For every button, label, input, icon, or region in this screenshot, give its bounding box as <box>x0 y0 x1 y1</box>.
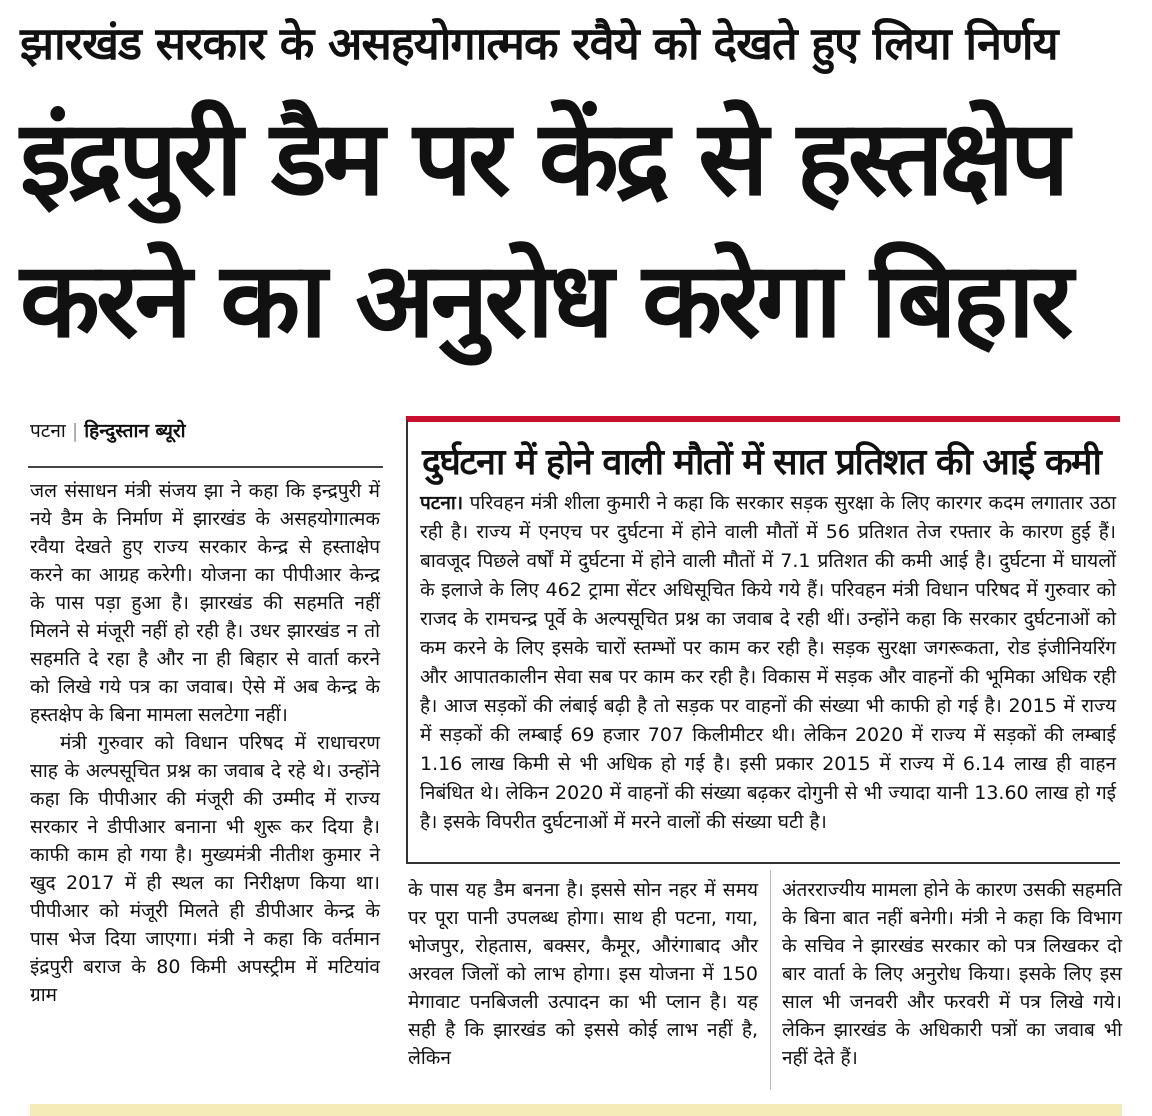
dateline-bureau: हिन्दुस्तान ब्यूरो <box>84 420 186 442</box>
sidebar-dateline: पटना। <box>420 492 464 514</box>
sidebar-text: परिवहन मंत्री शीला कुमारी ने कहा कि सरकार सड़क सुरक्षा के लिए कारगर कदम लगातार उठा रही है। राज्य में एनएच पर दुर्घटना में होने वाली मौतों में 56 प्रतिशत तेज रफ्तार के कारण हुई हैं। बावजूद पिछले वर्षों में दुर्घटना में होने वाली मौतों में 7.1 प्रतिशत की कमी आई है। दुर्घटना में घायलों के इलाजे के लिए 462 ट्रामा सेंटर अधिसूचित किये गये हैं। परिवहन मंत्री विधान परिषद में गुरुवार को राजद के रामचन्द्र पूर्वे के अल्पसूचित प्रश्न का जवाब दे रही थीं। उन्होंने कहा कि सरकार दुर्घटनाओं को कम करने के लिए इसके चारों स्तम्भों पर काम कर रही है। सड़क सुरक्षा जगरूकता, रोड इंजीनियरिंग और आपातकालीन सेवा सब पर काम कर रही है। विकास में सड़क और वाहनों की भूमिका अधिक रही है। आज सड़कों की लंबाई बढ़ी है तो सड़क पर वाहनों की संख्या भी काफी हो गई है। 2015 में राज्य में सड़कों की लम्बाई 69 हजार 707 किलीमीटर थी। लेकिन 2020 में राज्य में सड़कों की लम्बाई 1.16 लाख किमी से भी अधिक हो गई है। इसी प्रकार 2015 में राज्य में 6.14 लाख ही वाहन निबंधित थे। लेकिन 2020 में वाहनों की संख्या बढ़कर दोगुनी से भी ज्यादा यानी 13.60 लाख हो गई है। इसके विपरीत दुर्घटनाओं में मरने वालों की संख्या घटी है। <box>420 492 1116 833</box>
main-story-column-3 <box>782 876 1122 1072</box>
dateline-place: पटना <box>30 420 66 442</box>
left-column-rule <box>28 466 383 468</box>
main-story-paragraph-2: मंत्री गुरुवार को विधान परिषद में राधाचरण साह के अल्पसूचित प्रश्न का जवाब दे रहे थे। उन्होंने कहा कि पीपीआर की मंजूरी की उम्मीद में राज्य सरकार ने डीपीआर बनाना भी शुरू कर दिया है। काफी काम हो गया है। मुख्यमंत्री नीतीश कुमार ने खुद 2017 में ही स्थल का निरीक्षण किया था। पीपीआर को मंजूरी मिलते ही डीपीआर केन्द्र के पास भेज दिया जाएगा। मंत्री ने कहा कि वर्तमान इंद्रपुरी बराज के 80 किमी अपस्ट्रीम में मटियांव ग्राम <box>30 732 380 1006</box>
dateline-separator: | <box>71 420 79 442</box>
main-story-column-2-text: के पास यह डैम बनना है। इससे सोन नहर में समय पर पूरा पानी उपलब्ध होगा। साथ ही पटना, गया, भोजपुर, रोहतास, बक्सर, कैमूर, औरंगाबाद और अरवल जिलों को लाभ होगा। इस योजना में 150 मेगावाट पनबिजली उत्पादन का भी प्लान है। यह सही है कि झारखंड को इससे कोई लाभ नहीं है, लेकिन <box>408 879 758 1069</box>
column-divider <box>770 870 771 1090</box>
main-story-column-3-text: अंतरराज्यीय मामला होने के कारण उसकी सहमति के बिना बात नहीं बनेगी। मंत्री ने कहा कि विभाग के सचिव ने झारखंड सरकार को पत्र लिखकर दो बार वार्ता के लिए अनुरोध किया। इसके लिए इस साल भी जनवरी और फरवरी में पत्र लिखे गये। लेकिन झारखंड के अधिकारी पत्रों का जवाब भी नहीं देते हैं। <box>782 879 1122 1069</box>
main-story-column-2 <box>408 876 758 1072</box>
sidebar-title: दुर्घटना में होने वाली मौतों में सात प्रतिशत की आई कमी <box>422 442 1101 483</box>
main-story-column-1 <box>30 477 380 1009</box>
footer-band <box>30 1104 1122 1116</box>
main-headline-line-2: करने का अनुरोध करेगा बिहार <box>20 239 1070 361</box>
sidebar-body <box>420 489 1116 837</box>
main-headline-line-1: इंद्रपुरी डैम पर केंद्र से हस्तक्षेप <box>20 97 1066 219</box>
dateline <box>30 418 186 444</box>
kicker-headline: झारखंड सरकार के असहयोगात्मक रवैये को देखते हुए लिया निर्णय <box>20 17 1058 70</box>
main-story-paragraph-1: जल संसाधन मंत्री संजय झा ने कहा कि इन्द्रपुरी में नये डैम के निर्माण में झारखंड के असहयोगात्मक रवैया देखते हुए राज्य सरकार केन्द्र से हस्ताक्षेप करने का आग्रह करेगी। योजना का पीपीआर केन्द्र के पास पड़ा हुआ है। झारखंड की सहमति नहीं मिलने से मंजूरी नहीं हो रही है। उधर झारखंड न तो सहमति दे रहा है और ना ही बिहार से वार्ता करने को लिखे गये पत्र का जवाब। ऐसे में अब केन्द्र के हस्तक्षेप के बिना मामला सलटेगा नहीं। <box>30 480 380 726</box>
sidebar-bottom-rule <box>406 862 1120 864</box>
